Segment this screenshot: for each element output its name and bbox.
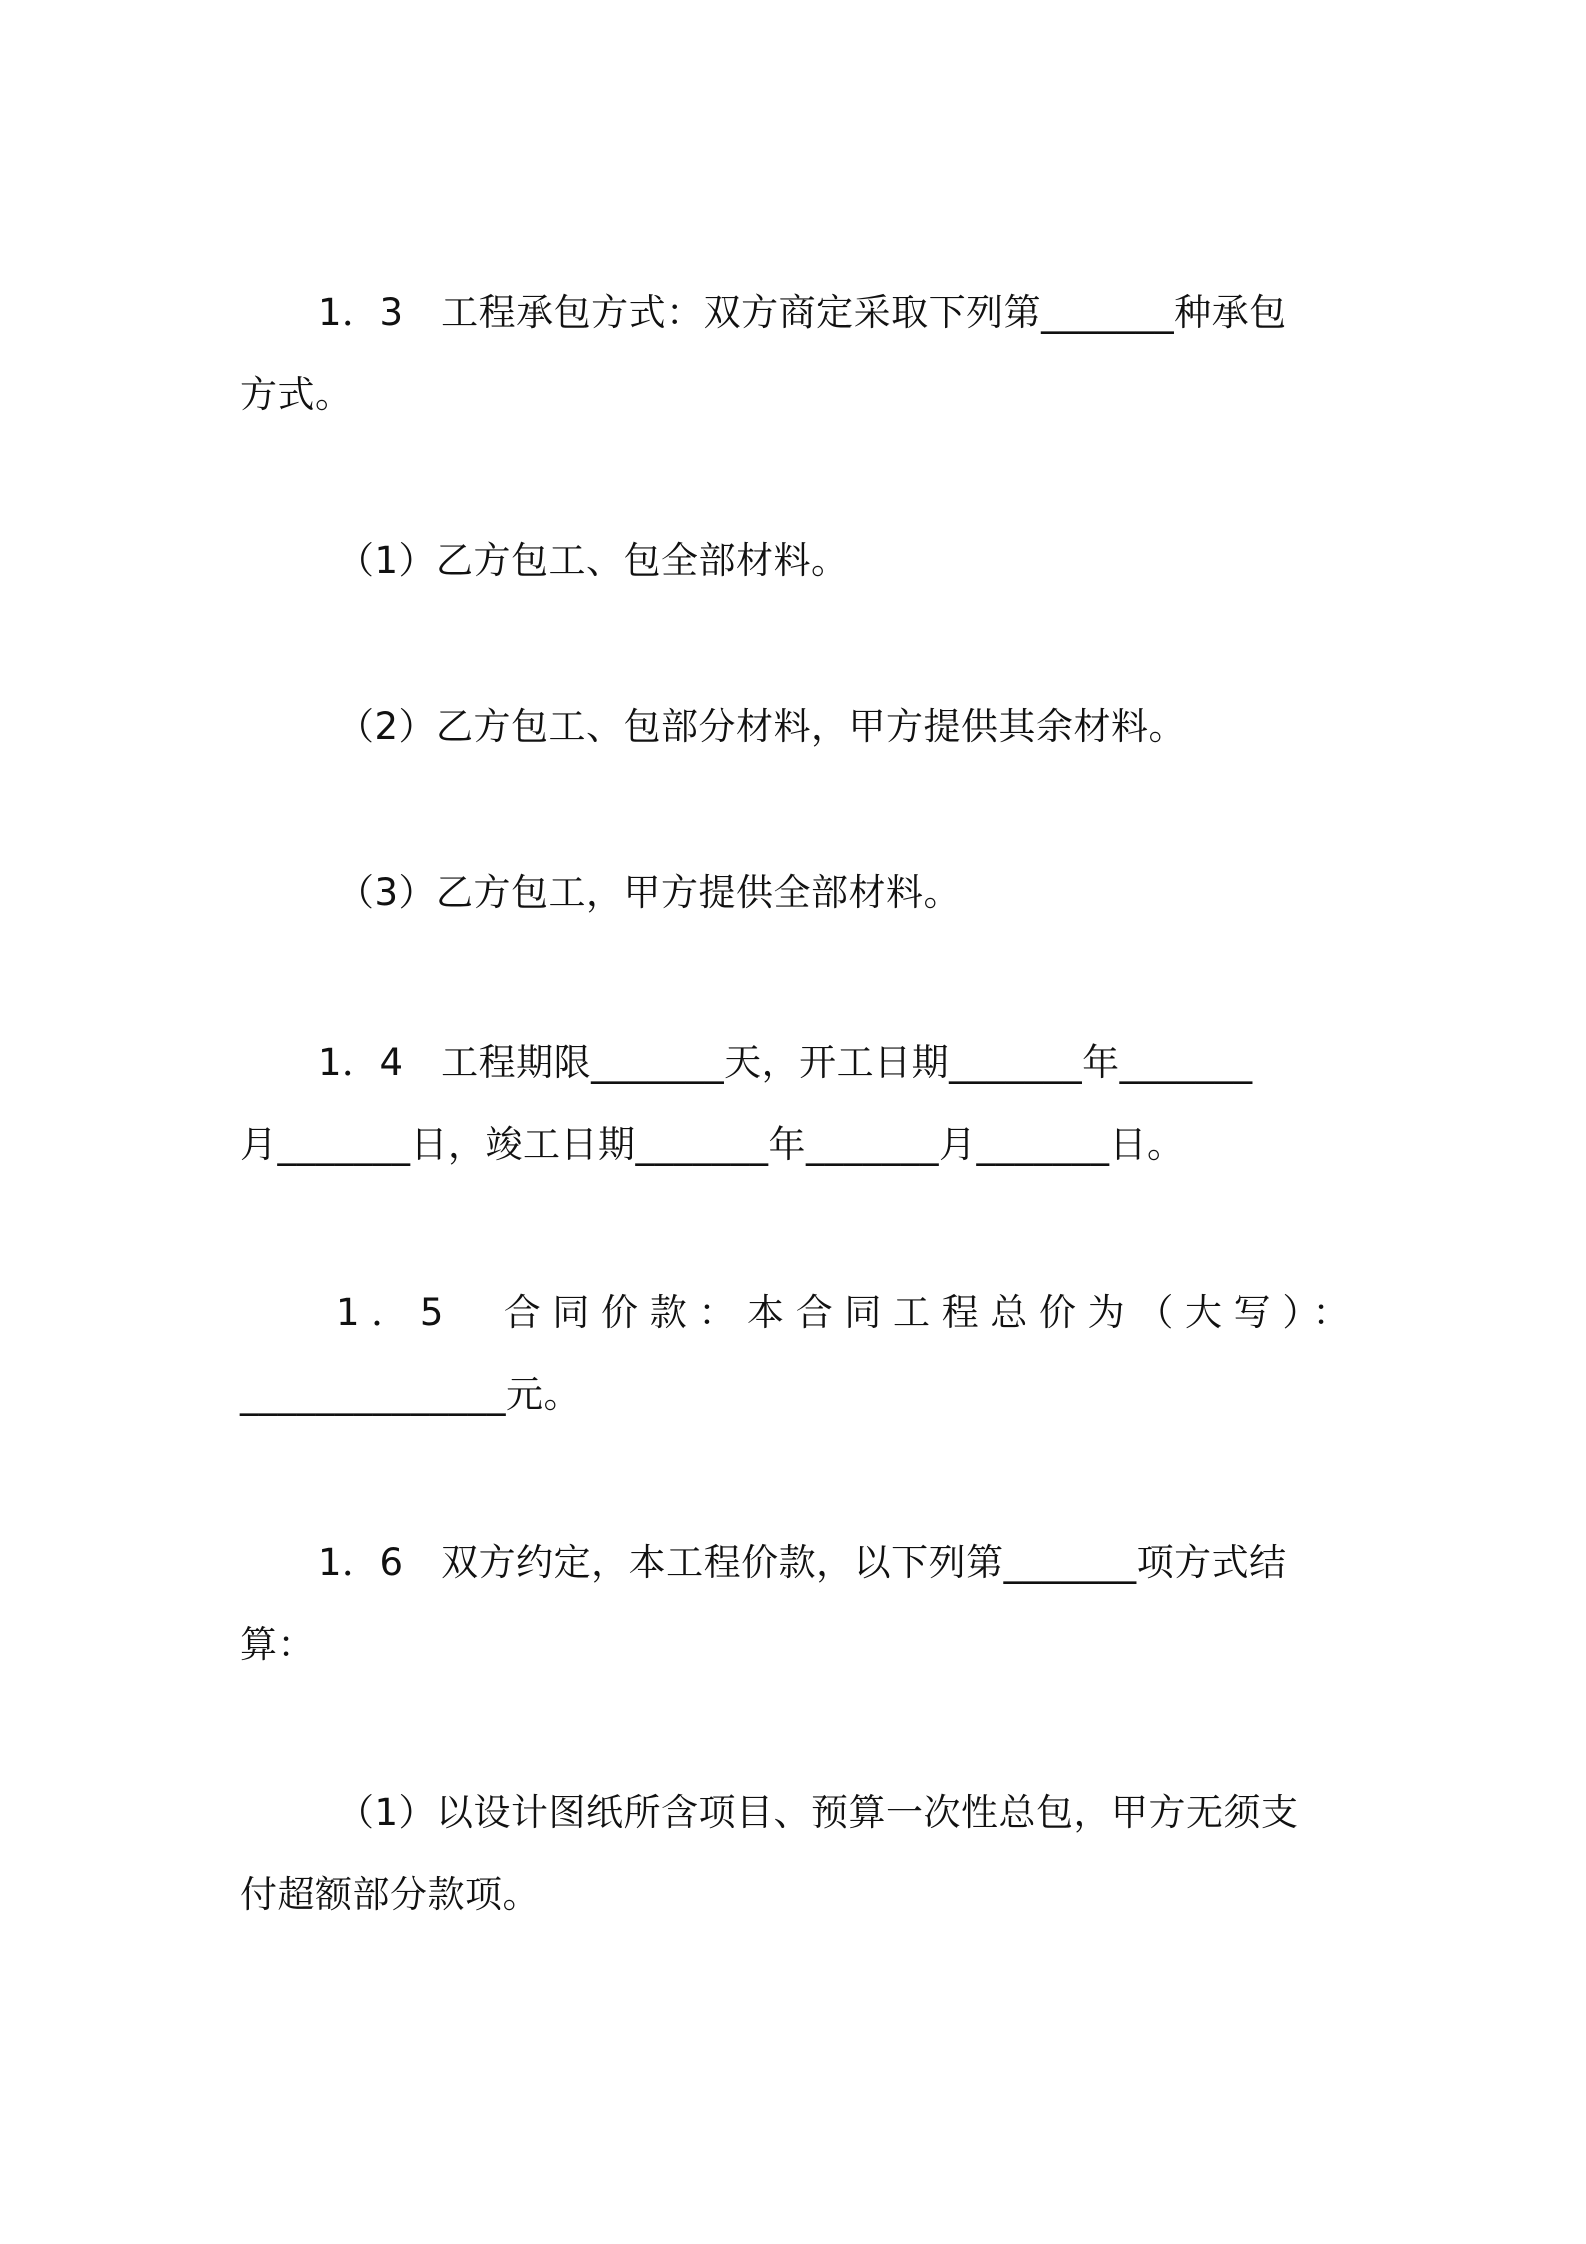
clause-1-6-line-1: 1．6 双方约定，本工程价款，以下列第_______项方式结 [318,1541,1287,1584]
clause-1-3-option-2: （2）乙方包工、包部分材料，甲方提供其余材料。 [337,705,1187,748]
clause-1-3-option-1: （1）乙方包工、包全部材料。 [337,539,849,582]
clause-1-4-line-1: 1．4 工程期限_______天，开工日期_______年_______ [318,1041,1253,1084]
clause-1-6-option-1-line-2: 付超额部分款项。 [240,1873,540,1916]
clause-1-3-line-1: 1．3 工程承包方式：双方商定采取下列第_______种承包 [318,291,1287,334]
clause-1-3-option-3: （3）乙方包工，甲方提供全部材料。 [337,871,962,914]
clause-1-4-line-2: 月_______日，竣工日期_______年_______月_______日。 [240,1123,1185,1166]
clause-1-6-option-1-line-1: （1）以设计图纸所含项目、预算一次性总包，甲方无须支 [337,1791,1299,1834]
clause-1-6-line-2: 算： [240,1623,315,1666]
clause-1-5-line-2: ______________元。 [240,1373,581,1416]
clause-1-5-line-1: 1．5 合同价款：本合同工程总价为（大写）： [336,1291,1350,1334]
clause-1-3-line-2: 方式。 [240,373,353,416]
